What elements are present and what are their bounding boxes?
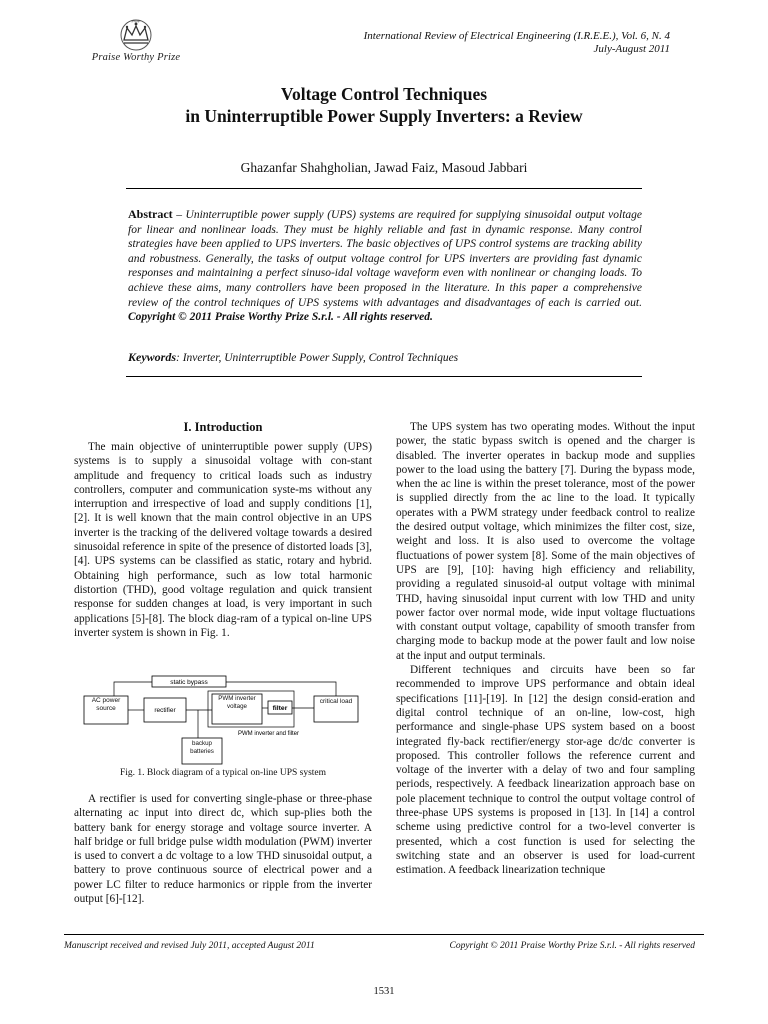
figure-1-block-diagram xyxy=(78,674,374,768)
page-number: 1531 xyxy=(373,986,395,997)
right-column xyxy=(396,420,695,878)
intro-paragraph-2: A rectifier is used for converting single-phase or three-phase alternating ac input into direct dc, which sup-plies both the battery bank for energy storage and voltage source inverter. A half bridge or full bridge pulse width modulation (PWM) inverter is used to convert a dc voltage to a low THD sinusoidal output, a battery to prove continuous source of electrical power and a power LC filter to reduce harmonics or ripple from the inverter output [6]-[12]. xyxy=(74,793,372,906)
logo-small-text: PWP xyxy=(131,18,141,24)
title-line-1: Voltage Control Techniques xyxy=(280,84,488,104)
title-line-2: in Uninterruptible Power Supply Inverters: a Review xyxy=(185,106,583,126)
bottom-divider xyxy=(126,376,642,377)
right-paragraph-2: Different techniques and circuits have been so far recommended to improve UPS performance and obtain ideal specifications [11]-[19]. In [12] the design consid-eration and digital control technique of an on-line, low-cost, high performance and single-phase UPS system based on a boost integrated fly-back rectifier/energy stor-age dc/dc converter is proposed. This controller follows the reference current and voltage of the inverter with a delay of two and four sampling periods, respectively. A feedback linearization approach base on pole placement technique to control the output voltage control of three-phase UPS systems is proposed in [13]. In [14] a control scheme using predictive control for a two-level converter is presented, which a cost function is used for selecting the switching state and an observer is used for load-current estimation. A feedback linearization technique xyxy=(396,664,695,877)
figure-1-caption: Fig. 1. Block diagram of a typical on-line UPS system xyxy=(119,768,327,778)
right-paragraph-1: The UPS system has two operating modes. Without the input power, the static bypass switch is opened and the charger is disabled. The inverter operates in backup mode and supplies power to the load using the battery [7]. During the bypass mode, when the ac line is within the preset tolerance, most of the power is supplied directly from the ac line to the load. It typically operates with a PWM strategy under feedback control to realize the desired output voltage, which minimizes the filter cost, size, weight and loss. It is also used to overcome the voltage fluctuations of power system [8]. Some of the main objectives of UPS are [9], [10]: having high efficiency and reliability, providing a regulated sinusoid-al output voltage with minimal THD, having sinusoidal input current with low THD and unity power factor over normal mode, wide input voltage fluctuations with constant output voltage, capability of smooth transfer from charging mode to backup mode at the power fault and low noise at the input and output terminals. xyxy=(396,421,695,662)
keywords-label: Keywords xyxy=(128,350,176,364)
footer-divider xyxy=(64,934,704,935)
backup-batteries-label: backup batteries xyxy=(190,740,214,755)
abstract-text: – Uninterruptible power supply (UPS) systems are required for supplying sinusoidal output voltage for linear and nonlinear loads. They must be highly reliable and fast in dynamic response. Many control strategies have been applied to UPS inverters. The basic objectives of UPS control systems are tracking ability and robustness. Generally, the tasks of output voltage control for UPS inverters are providing fast dynamic responses and maintaining a perfect sinuso-idal voltage waveform even with nonlinear or changing loads. To achieve these aims, many controllers have been proposed in the literature. In this paper a comprehensive review of the control techniques of UPS systems with advantages and disadvantages of each is carried out. xyxy=(128,209,642,309)
ac-source-label: AC power source xyxy=(91,697,121,712)
publisher-logo xyxy=(76,18,196,70)
journal-header xyxy=(364,30,670,56)
journal-title: International Review of Electrical Engineering (I.R.E.E.), Vol. 6, N. 4 xyxy=(363,30,670,42)
publisher-name: Praise Worthy Prize xyxy=(91,52,181,63)
abstract-copyright: Copyright © 2011 Praise Worthy Prize S.r.l. - All rights reserved. xyxy=(128,311,433,324)
section-heading: I. Introduction xyxy=(183,420,263,434)
intro-paragraph-1: The main objective of uninterruptible power supply (UPS) systems is to supply a sinusoidal voltage with con-stant amplitude and frequency to critical loads such as industry controllers, computer and communication syste-ms without any interruption and irrespective of load and supply conditions [1], [2]. It is well known that the main control objective in an UPS inverter is the tracking of the delivered voltage towards a desired sinusoidal reference in spite of the presence of distorted loads [3], [4]. UPS systems can be classified as static, rotary and hybrid. Obtaining high performance, such as low total harmonic distortion (THD), good voltage regulation and quick transient response for sudden changes at load, is very important in such applications [5]-[8]. The block diag-ram of a typical on-line UPS inverter system is shown in Fig. 1. xyxy=(74,441,372,639)
paper-title xyxy=(0,83,768,127)
left-column-bottom xyxy=(74,792,372,906)
critical-load-label: critical load xyxy=(319,698,353,705)
abstract xyxy=(128,207,642,325)
keywords xyxy=(128,350,642,365)
filter-label: filter xyxy=(272,705,288,712)
paper-authors: Ghazanfar Shahgholian, Jawad Faiz, Masoud Jabbari xyxy=(240,160,528,175)
rectifier-label: rectifier xyxy=(154,707,176,714)
top-divider xyxy=(126,188,642,189)
static-bypass-label: static bypass xyxy=(170,679,208,686)
manuscript-dates: Manuscript received and revised July 2011, accepted August 2011 xyxy=(64,941,315,951)
journal-issue-date: July-August 2011 xyxy=(593,43,670,55)
pwm-inverter-label: PWM inverter voltage xyxy=(218,695,256,710)
inverter-filter-label: PWM inverter and filter xyxy=(238,731,300,737)
crown-logo-icon xyxy=(116,18,156,52)
footer-copyright: Copyright © 2011 Praise Worthy Prize S.r.l. - All rights reserved xyxy=(449,941,695,951)
keywords-text: : Inverter, Uninterruptible Power Supply, Control Techniques xyxy=(176,352,459,364)
left-column-top xyxy=(74,440,372,640)
abstract-label: Abstract xyxy=(128,207,173,221)
